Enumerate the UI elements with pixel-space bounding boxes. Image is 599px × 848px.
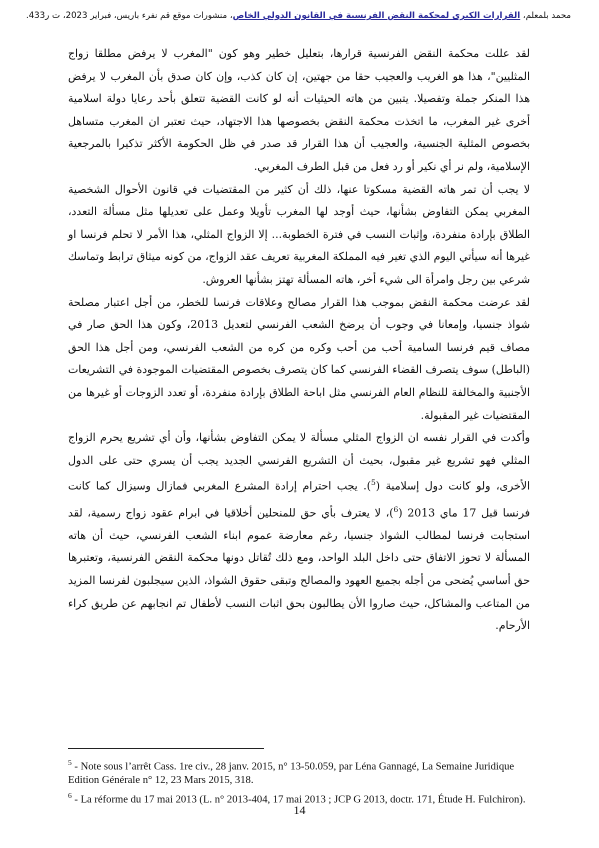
paragraph-2: لا يجب أن تمر هاته القضية مسكوتا عنها، ذلك أن كثير من المقتضيات في قانون الأحوال الشخصية المغربي يمكن التفاوض بشأنها، حيث أوجد لها المغرب تأويلا وعمل على تعديلها مثل مسألة التعدد، الطلاق بإرادة منفردة، وإثبات النسب في فترة الخطوبة... إلا الزواج المثلي، هذا الأمر لا تحلم فرنسا او غيرها أنه سيأتي اليوم الذي تغير فيه المملكة المغربية تعريف عقد الزواج، من كونه ميثاق ترابط وتماسك شرعي بين رجل وامرأة الى شيء أخر، هاته المسألة تهتز بشأنها العروش. — [68, 182, 530, 286]
footnote-5-text: - Note sous l’arrêt Cass. 1re civ., 28 janv. 2015, n° 13-50.059, par Léna Gannagé, La Semaine Juridique Edition Générale n° 12, 23 Mars 2015, 318. — [68, 761, 515, 786]
footnotes — [68, 756, 530, 809]
footnote-divider — [68, 748, 264, 749]
paragraph-3: لقد عرضت محكمة النقض بموجب هذا القرار مصالح وعلاقات فرنسا للخطر، من أجل اعتبار مصلحة شواذ جنسيا، وإمعانا في وجوب أن يرضخ الشعب الفرنسي لتعديل 2013، وكون هذا الحق صار في مصاف قيم فرنسا السامية أحب من أحب وكره من كره من الشعب الفرنسي، ومن أجل هذا الحق (الباطل) سوف يتصرف القضاء الفرنسي كما كان يتصرف بخصوص المقتضيات الموجودة في التشريعات الأجنبية والمخالفة للنظام العام الفرنسي مثل اباحة الطلاق بإرادة منفردة، أو تعدد الزوجات أو غيرها من المقتضيات غير المقبولة. — [68, 295, 530, 422]
paragraph-4 — [68, 427, 530, 638]
footnote-ref-6[interactable]: 6 — [393, 504, 399, 514]
header-book-title-link[interactable]: القرارات الكبرى لمحكمة النقض الفرنسية في القانون الدولي الخاص — [232, 11, 521, 21]
page-number: 14 — [293, 803, 306, 817]
footnote-6-text: - La réforme du 17 mai 2013 (L. n° 2013-404, 17 mai 2013 ; JCP G 2013, doctr. 171, Étude H. Fulchiron). — [71, 794, 526, 806]
paragraph-4-part-3: )، لا يعترف بأي حق للمنحلين أخلاقيا في ابرام عقود زواج رسمية، لقد استجابت فرنسا لمطالب الشواذ جنسيا، رغم معارضة عموم ابناء الشعب الفرنسي، حيث أن هاته المسألة لا تحوز الاتفاق حتى داخل البلد الواحد، ومع ذلك تُقاتل دونها محكمة النقض الفرنسية، وتعتبرها حق أساسي يُضحى من أجله بجميع العهود والمصالح وتبقى حقوق الشواذ، الذين سيجلبون لفرنسا المزيد من المتاعب والمشاكل، حيث صاروا الأن يطالبون بحق اثبات النسب لأطفال تم انجابهم عن طريق كراء الأرحام. — [68, 506, 530, 633]
paragraph-4-part-1: وأكدت في القرار نفسه ان الزواج المثلي مسألة لا يمكن التفاوض بشأنها، وأن أي تشريع يحرم الزواج المثلي فهو تشريع غير مقبول، بحيث أن التشريع الفرنسي الجديد يجب أن يسري حتى على الدول الأخرى، ولو كانت دول إسلامية ( — [68, 431, 530, 493]
header-publication: ، منشورات موقع قم نفرء باريس، فبراير 2023، ت ر433. — [25, 11, 233, 21]
footnote-ref-5[interactable]: 5 — [370, 478, 376, 488]
header-author: محمد بلمعلم، — [520, 11, 571, 21]
page-header — [22, 10, 571, 22]
footnote-5-number: 5 — [68, 758, 72, 767]
footnote-6-number: 6 — [68, 791, 72, 801]
body-text — [68, 43, 530, 638]
footnote-5 — [68, 756, 530, 787]
paragraph-4-part-2: ). يجب احترام إرادة المشرع المغربي فمازال وسيزال كما كانت فرنسا قبل 17 ماي 2013 ( — [68, 479, 530, 520]
paragraph-1: لقد عللت محكمة النقض الفرنسية قرارها، بتعليل خطير وهو كون "المغرب لا يرفض مطلقا زواج المثليين"، هذا هو الغريب والعجيب حقا من جهتين، إن كان كذب، وإن كان صدق بأن المغرب لا يرفض هذا المنكر جملة وتفصيلا. يتبين من هاته الحيثيات أنه لو كانت القضية تتعلق بأحد رعايا دولة اسلامية أخرى غير المغرب، ما اتخذت محكمة النقض بخصوصها هذا الاجتهاد، حيث تعتبر ان المغرب متساهل بخصوص المثلية الجنسية، والعجيب أن هذا القرار قد صدر في ظل الحكومة الأكثر تذكيرا بالمرجعية الإسلامية، ولم نر أي نكير أو رد فعل من قبل الطرف المغربي. — [68, 47, 530, 173]
